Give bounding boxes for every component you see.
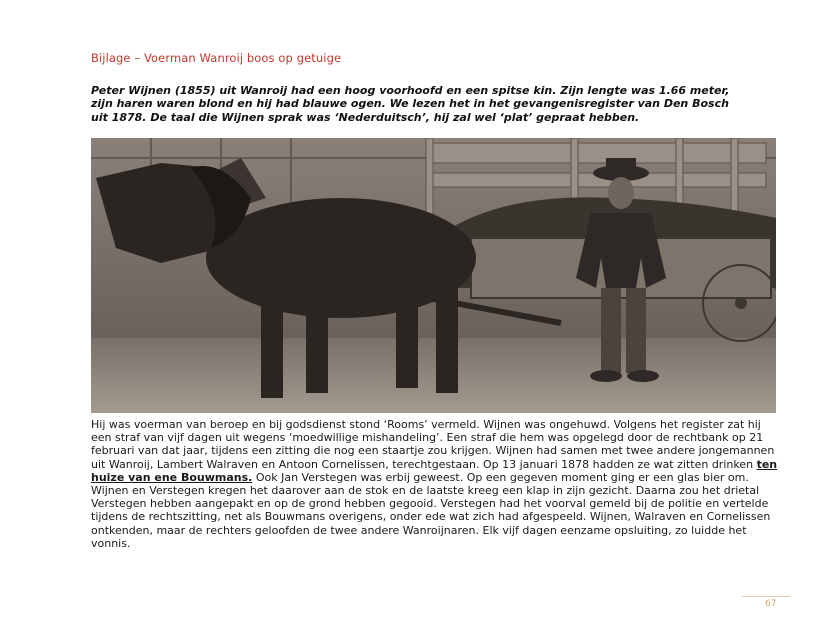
body-text-before: Hij was voerman van beroep en bij godsdienst stond ‘Rooms’ vermeld. Wijnen was ongehuwd. Volgens het register zat hij een straf van vijf dagen uit wegens ‘moedwillige mishandeling’. Een straf die hem was opgelegd door de rechtbank op 21 februari van dat jaar, tijdens een zitting die nog een staartje zou krijgen. Wijnen had samen met twee andere jongemannen uit Wanroij, Lambert Walraven en Antoon Cornelissen, terechtgestaan. Op 13 januari 1878 hadden ze wat zitten drinken — [91, 418, 775, 471]
page-number-rule — [742, 596, 790, 597]
body-emphasis-phrase: ten huize van ene Bouwmans. — [91, 457, 778, 484]
intro-paragraph: Peter Wijnen (1855) uit Wanroij had een hoog voorhoofd en een spitse kin. Zijn lengte was 1.66 meter, zijn haren waren blond en hij had blauwe ogen. We lezen het in het gevangenisregister van Den Bosch uit 1878. De taal die Wijnen sprak was ‘Nederduitsch’, hij zal wel ‘plat’ gepraat hebben. — [91, 84, 730, 124]
body-text-after: Ook Jan Verstegen was erbij geweest. Op een gegeven moment ging er een glas bier om. Wijnen en Verstegen kregen het daarover aan de stok en de laatste kreeg een klap in zijn gezicht. Daarna zou het drietal Verstegen hebben aangepakt en op de grond hebben gegooid. Verstegen had het voorval gemeld bij de politie en vertelde tijdens de rechtszitting, net als Bouwmans overigens, onder ede wat zich had afgespeeld. Wijnen, Walraven en Cornelissen ontkenden, maar de rechters geloofden de twee andere Wanroijnaren. Elk vijf dagen eenzame opsluiting, zo luidde het vonnis. — [91, 470, 771, 550]
page-number: 67 — [765, 599, 777, 609]
historic-photo-horse-and-cart — [91, 138, 776, 413]
appendix-heading: Bijlage – Voerman Wanroij boos op getuige — [91, 51, 342, 65]
body-paragraph — [91, 418, 781, 550]
